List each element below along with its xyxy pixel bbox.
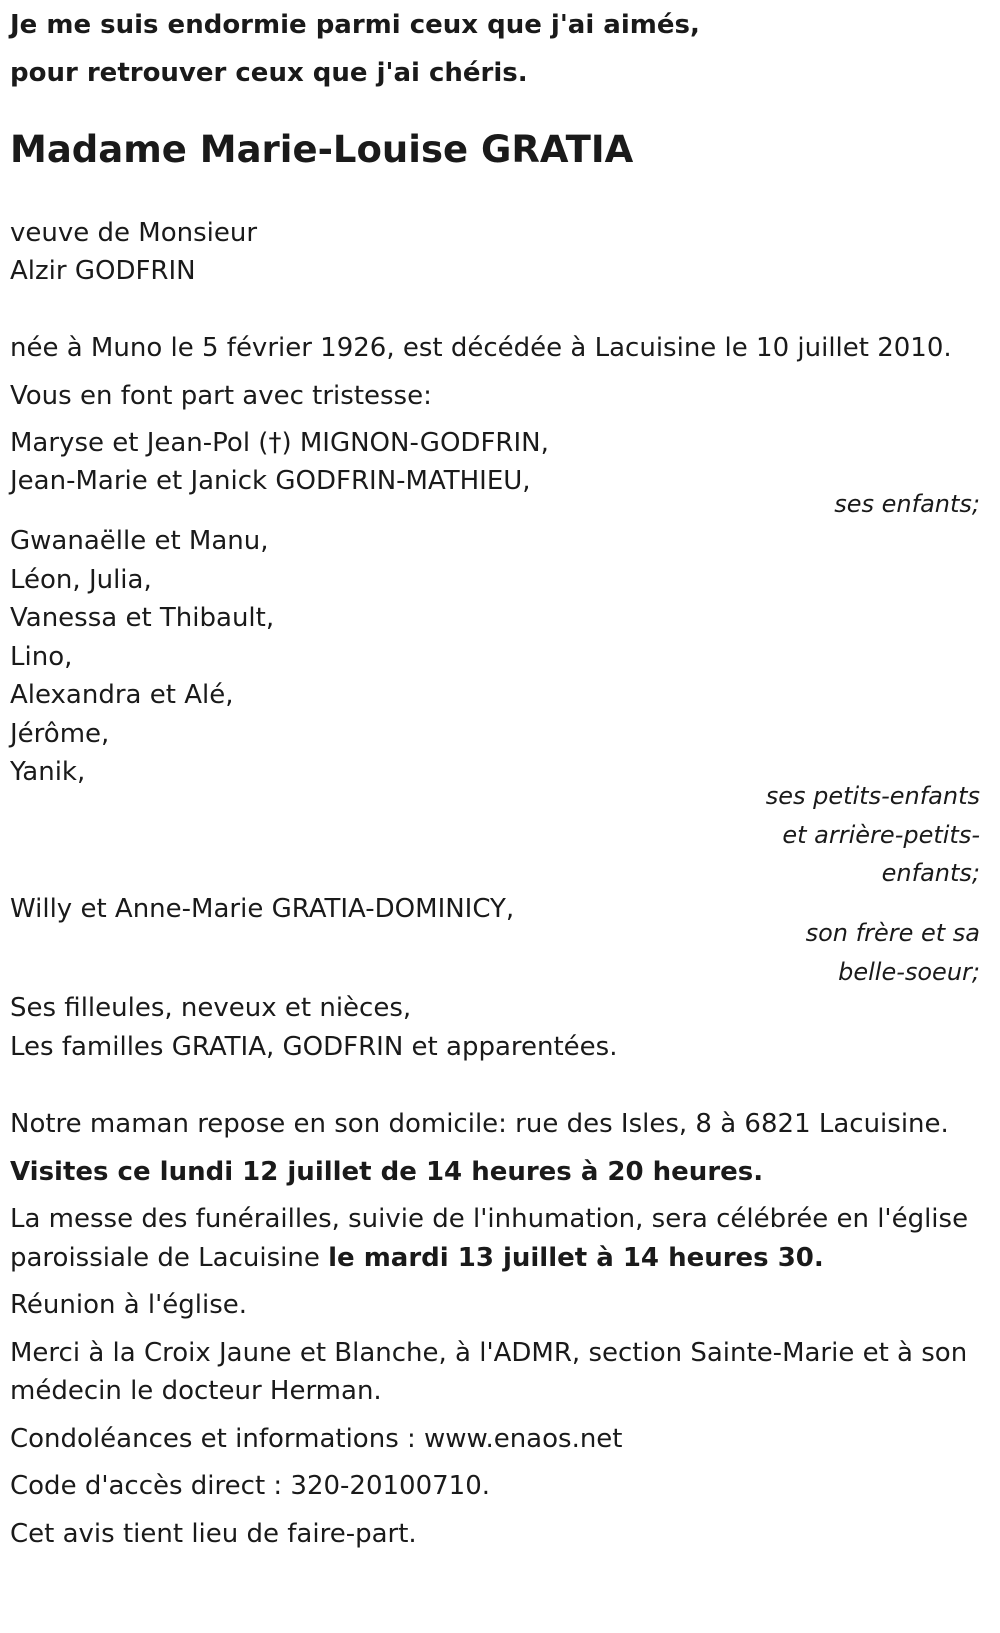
- relation-sibling: son frère et sa: [805, 919, 980, 947]
- child-name: Maryse et Jean-Pol (†) MIGNON-GODFRIN,: [10, 428, 549, 458]
- widow-of-line-1: veuve de Monsieur: [10, 218, 258, 248]
- announcement-line: Vous en font part avec tristesse:: [10, 381, 432, 411]
- grandchild-name: Lino,: [10, 642, 73, 672]
- grandchild-name: Gwanaëlle et Manu,: [10, 526, 269, 556]
- visits-line: Visites ce lundi 12 juillet de 14 heures à 20 heures.: [10, 1157, 764, 1187]
- child-name: Jean-Marie et Janick GODFRIN-MATHIEU,: [10, 466, 531, 496]
- epitaph-line-1: Je me suis endormie parmi ceux que j'ai aimés,: [10, 10, 700, 40]
- rest-location: Notre maman repose en son domicile: rue des Isles, 8 à 6821 Lacuisine.: [10, 1109, 949, 1139]
- access-code-line: Code d'accès direct : 320-20100710.: [10, 1471, 491, 1501]
- sibling-name: Willy et Anne-Marie GRATIA-DOMINICY,: [10, 894, 515, 924]
- notice-line: Cet avis tient lieu de faire-part.: [10, 1519, 417, 1549]
- widow-of-line-2: Alzir GODFRIN: [10, 256, 196, 286]
- grandchild-name: Yanik,: [10, 757, 86, 787]
- relation-grandchildren: enfants;: [881, 859, 980, 887]
- thanks-line-1: Merci à la Croix Jaune et Blanche, à l'ADMR, section Sainte-Marie et à son: [10, 1338, 968, 1368]
- epitaph-line-2: pour retrouver ceux que j'ai chéris.: [10, 58, 528, 88]
- relation-children: ses enfants;: [834, 490, 980, 518]
- grandchild-name: Léon, Julia,: [10, 565, 152, 595]
- thanks-line-2: médecin le docteur Herman.: [10, 1376, 382, 1406]
- grandchild-name: Alexandra et Alé,: [10, 680, 234, 710]
- relation-grandchildren: ses petits-enfants: [765, 782, 980, 810]
- grandchild-name: Vanessa et Thibault,: [10, 603, 275, 633]
- mass-datetime: le mardi 13 juillet à 14 heures 30.: [328, 1243, 824, 1273]
- mass-line-2: [10, 1239, 824, 1277]
- grandchild-name: Jérôme,: [10, 719, 110, 749]
- condolences-line: Condoléances et informations : www.enaos.net: [10, 1424, 623, 1454]
- others-line: Les familles GRATIA, GODFRIN et apparentées.: [10, 1032, 618, 1062]
- mass-line-1: La messe des funérailles, suivie de l'inhumation, sera célébrée en l'église: [10, 1204, 969, 1234]
- relation-grandchildren: et arrière-petits-: [782, 821, 980, 849]
- birth-death-line: née à Muno le 5 février 1926, est décédée à Lacuisine le 10 juillet 2010.: [10, 333, 952, 363]
- mass-line-2-text: paroissiale de Lacuisine: [10, 1243, 329, 1273]
- relation-sibling: belle-soeur;: [838, 958, 980, 986]
- meeting-line: Réunion à l'église.: [10, 1290, 248, 1320]
- deceased-name: Madame Marie-Louise GRATIA: [10, 128, 634, 171]
- others-line: Ses filleules, neveux et nièces,: [10, 993, 412, 1023]
